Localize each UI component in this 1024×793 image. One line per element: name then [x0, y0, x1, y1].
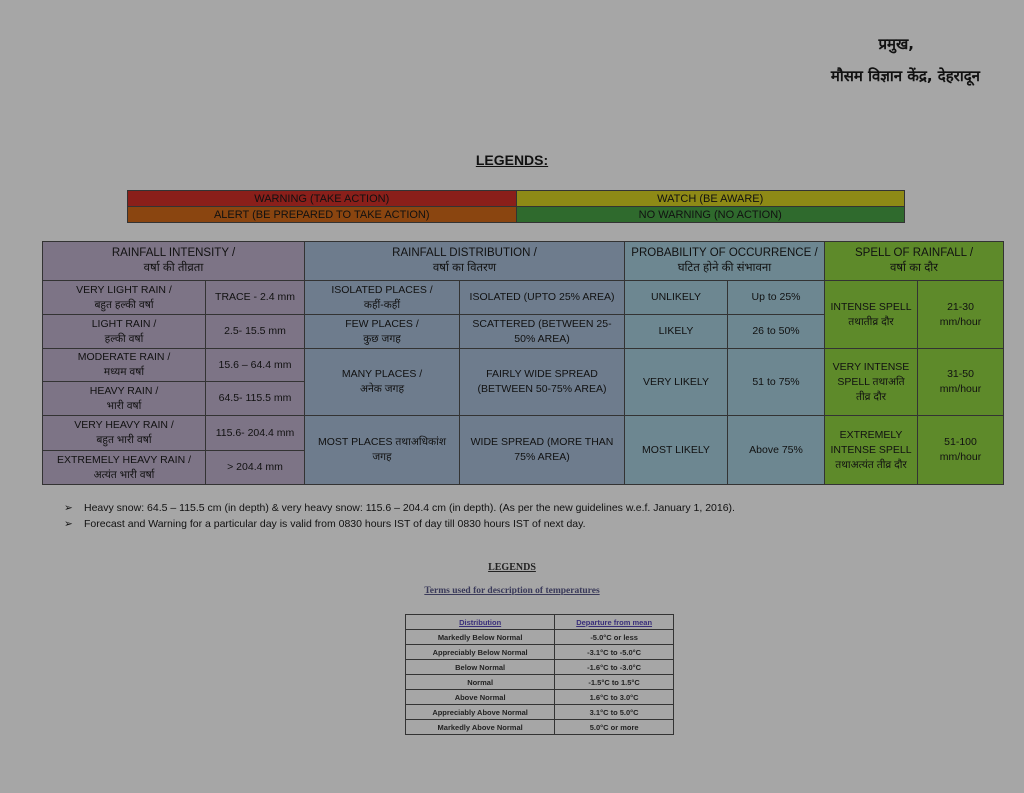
- spell-rate: 31-50 mm/hour: [918, 349, 1004, 416]
- probability-label: MOST LIKELY: [625, 416, 728, 485]
- intensity-range: TRACE - 2.4 mm: [206, 281, 305, 315]
- warning-levels-table: [127, 190, 905, 223]
- probability-value: 51 to 75%: [728, 349, 825, 416]
- note-item: ➢ Heavy snow: 64.5 – 115.5 cm (in depth) & very heavy snow: 115.6 – 204.4 cm (in depth). (As per the new guidelines w.e.f. January 1, 2016).: [64, 502, 735, 514]
- distribution-label: MANY PLACES / अनेक जगह: [305, 349, 460, 416]
- header-probability: PROBABILITY OF OCCURRENCE / घटित होने की संभावना: [625, 242, 825, 281]
- intensity-range: 2.5- 15.5 mm: [206, 315, 305, 349]
- header-spell: SPELL OF RAINFALL / वर्षा का दौर: [825, 242, 1004, 281]
- distribution-desc: ISOLATED (UPTO 25% AREA): [460, 281, 625, 315]
- table-row: Below Normal -1.6°C to -3.0°C: [406, 660, 674, 675]
- legends2-title: LEGENDS: [488, 562, 536, 573]
- arrow-bullet-icon: ➢: [64, 502, 73, 514]
- table-row: Appreciably Below Normal -3.1°C to -5.0°C: [406, 645, 674, 660]
- watch-cell: WATCH (BE AWARE): [516, 191, 905, 207]
- intensity-range: 64.5- 115.5 mm: [206, 382, 305, 416]
- temperature-terms-table: [405, 614, 674, 735]
- distribution-label: FEW PLACES / कुछ जगह: [305, 315, 460, 349]
- alert-cell: ALERT (BE PREPARED TO TAKE ACTION): [128, 207, 517, 223]
- intensity-range: > 204.4 mm: [206, 451, 305, 485]
- intensity-range: 115.6- 204.4 mm: [206, 416, 305, 451]
- temp-header-departure: Departure from mean: [555, 615, 674, 630]
- table-row: Markedly Above Normal 5.0°C or more: [406, 720, 674, 735]
- distribution-label: ISOLATED PLACES / कहीं-कहीं: [305, 281, 460, 315]
- intensity-label: VERY LIGHT RAIN / बहुत हल्की वर्षा: [43, 281, 206, 315]
- note-item: ➢ Forecast and Warning for a particular day is valid from 0830 hours IST of day till 0830 hours IST of next day.: [64, 518, 586, 530]
- distribution-desc: FAIRLY WIDE SPREAD (BETWEEN 50-75% AREA): [460, 349, 625, 416]
- distribution-desc: WIDE SPREAD (MORE THAN 75% AREA): [460, 416, 625, 485]
- no-warning-cell: NO WARNING (NO ACTION): [516, 207, 905, 223]
- spell-rate: 21-30 mm/hour: [918, 281, 1004, 349]
- spell-label: INTENSE SPELL तथातीव्र दौर: [825, 281, 918, 349]
- rainfall-legend-table: [42, 241, 1004, 485]
- header-designation: प्रमुख,: [878, 35, 914, 53]
- spell-label: VERY INTENSE SPELL तथाअति तीव्र दौर: [825, 349, 918, 416]
- intensity-label: HEAVY RAIN / भारी वर्षा: [43, 382, 206, 416]
- warning-cell: WARNING (TAKE ACTION): [128, 191, 517, 207]
- probability-value: 26 to 50%: [728, 315, 825, 349]
- temperature-terms-title: Terms used for description of temperatures: [424, 586, 600, 596]
- arrow-bullet-icon: ➢: [64, 518, 73, 530]
- legends-title: LEGENDS:: [475, 152, 549, 168]
- header-intensity: RAINFALL INTENSITY / वर्षा की तीव्रता: [43, 242, 305, 281]
- intensity-label: EXTREMELY HEAVY RAIN / अत्यंत भारी वर्षा: [43, 451, 206, 485]
- probability-label: VERY LIKELY: [625, 349, 728, 416]
- header-office: मौसम विज्ञान केंद्र, देहरादून: [830, 67, 980, 85]
- table-row: Above Normal 1.6°C to 3.0°C: [406, 690, 674, 705]
- temp-header-distribution: Distribution: [406, 615, 555, 630]
- distribution-desc: SCATTERED (BETWEEN 25-50% AREA): [460, 315, 625, 349]
- notes: [64, 502, 735, 534]
- intensity-label: VERY HEAVY RAIN / बहुत भारी वर्षा: [43, 416, 206, 451]
- intensity-label: LIGHT RAIN / हल्की वर्षा: [43, 315, 206, 349]
- intensity-label: MODERATE RAIN / मध्यम वर्षा: [43, 349, 206, 382]
- table-row: Normal -1.5°C to 1.5°C: [406, 675, 674, 690]
- probability-value: Up to 25%: [728, 281, 825, 315]
- table-row: Appreciably Above Normal 3.1°C to 5.0°C: [406, 705, 674, 720]
- spell-rate: 51-100 mm/hour: [918, 416, 1004, 485]
- intensity-range: 15.6 – 64.4 mm: [206, 349, 305, 382]
- table-row: Markedly Below Normal -5.0°C or less: [406, 630, 674, 645]
- probability-label: UNLIKELY: [625, 281, 728, 315]
- spell-label: EXTREMELY INTENSE SPELL तथाअत्यंत तीव्र दौर: [825, 416, 918, 485]
- distribution-label: MOST PLACES तथाअधिकांश जगह: [305, 416, 460, 485]
- probability-value: Above 75%: [728, 416, 825, 485]
- header-distribution: RAINFALL DISTRIBUTION / वर्षा का वितरण: [305, 242, 625, 281]
- probability-label: LIKELY: [625, 315, 728, 349]
